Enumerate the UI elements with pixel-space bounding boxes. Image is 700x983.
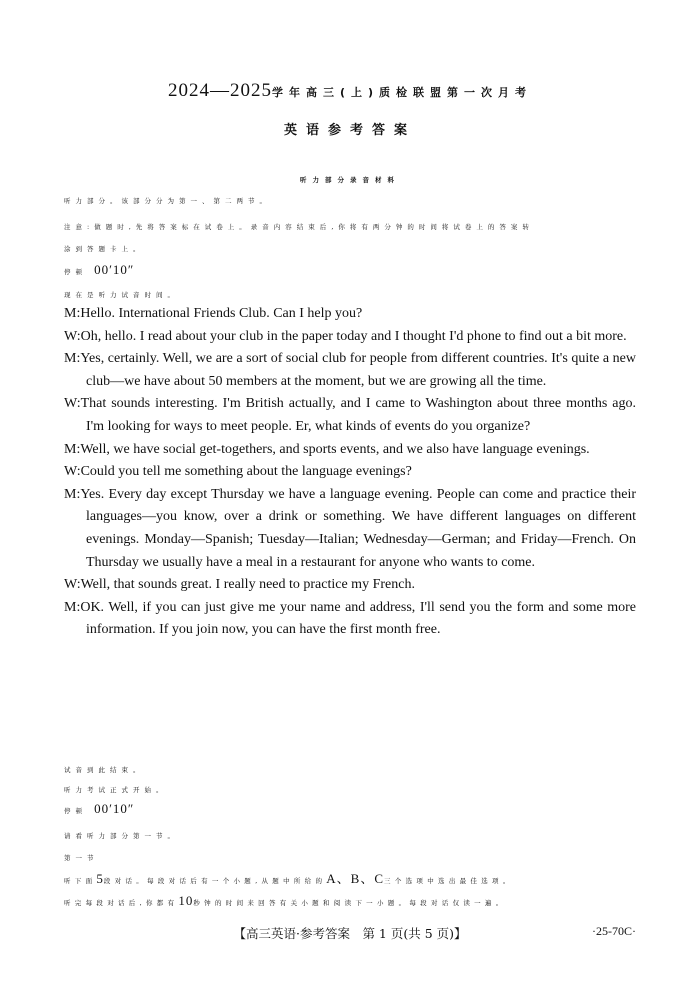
section-title: 听力部分录音材料: [300, 176, 400, 184]
note-test-time: 现在是听力试音时间。: [64, 291, 179, 299]
instruction-text: 段对话。每段对话后有一个小题,从题中所给的: [103, 877, 327, 885]
pause-time: 00′10″: [94, 262, 135, 277]
option-letters: A、B、C: [326, 871, 385, 886]
dialogue-count: 5: [96, 871, 104, 886]
dialogue-line: M:Well, we have social get-togethers, and sports events, and we also have language evenings.: [64, 441, 590, 457]
dialogue-transcript: [64, 303, 636, 642]
note-instruction-line1: 注意:做题时,先将答案标在试卷上。录音内容结束后,你将有两分钟的时间将试卷上的答案转: [64, 223, 534, 231]
note-listening-part: 听力部分。该部分分为第一、第二两节。: [64, 197, 271, 205]
page-subtitle: 英语参考答案: [283, 123, 416, 138]
pause-label: 停顿: [64, 268, 87, 276]
instruction-text: 听完每段对话后,你都有: [64, 899, 179, 907]
title-year: 2024—2025: [167, 80, 272, 101]
instruction-line-2: [64, 893, 644, 908]
title-text: 学年高三(上)质检联盟第一次月考: [271, 86, 533, 99]
footer-code: ·25-70C·: [592, 924, 636, 938]
instruction-text: 秒钟的时间来回答有关小题和阅读下一小题。每段对话仅读一遍。: [193, 899, 507, 907]
instruction-line-1: [64, 871, 644, 886]
instruction-text: 三个选项中选出最佳选项。: [384, 877, 514, 885]
note-read-section: 请看听力部分第一节。: [64, 832, 179, 840]
pause-line-2: [64, 801, 644, 816]
pause-label: 停顿: [64, 807, 87, 815]
dialogue-line: M:Yes. Every day except Thursday we have a language evening. People can come and practice their languages—you know, over a drink or something. We have different languages on different evenings. Monday—Spanish; Tuesday—Italian; Wednesday—German; and Friday—French. On Thursday we usually have a meal in a restaurant for anyone who wants to come.: [64, 486, 636, 570]
dialogue-line: M:Hello. International Friends Club. Can I help you?: [64, 306, 363, 321]
pause-time: 00′10″: [94, 801, 135, 816]
pause-line: [64, 262, 644, 277]
section-one-label: 第一节: [64, 854, 99, 862]
dialogue-line: W:That sounds interesting. I'm British actually, and I came to Washington about three months ago. I'm looking for ways to meet people. Er, what kinds of events do you organize?: [64, 396, 636, 434]
dialogue-line: M:OK. Well, if you can just give me your name and address, I'll send you the form and some more information. If you join now, you can have the first month free.: [64, 599, 636, 638]
seconds-count: 10: [178, 893, 194, 908]
dialogue-line: W:Could you tell me something about the language evenings?: [64, 464, 412, 480]
note-test-end: 试音到此结束。: [64, 766, 145, 774]
note-instruction-line2: 涂到答题卡上。: [64, 245, 145, 253]
dialogue-line: W:Oh, hello. I read about your club in the paper today and I thought I'd phone to find out a bit more.: [64, 328, 627, 344]
instruction-text: 听下面: [64, 877, 97, 885]
dialogue-line: M:Yes, certainly. Well, we are a sort of social club for people from different countries. It's quite a new club—we have about 50 members at the moment, but we are growing all the time.: [64, 351, 636, 389]
note-exam-start: 听力考试正式开始。: [64, 786, 168, 794]
footer-page-info: 【高三英语·参考答案 第 1 页(共 5 页)】: [233, 926, 467, 941]
page-title: [0, 80, 700, 102]
dialogue-line: W:Well, that sounds great. I really need to practice my French.: [64, 577, 415, 593]
